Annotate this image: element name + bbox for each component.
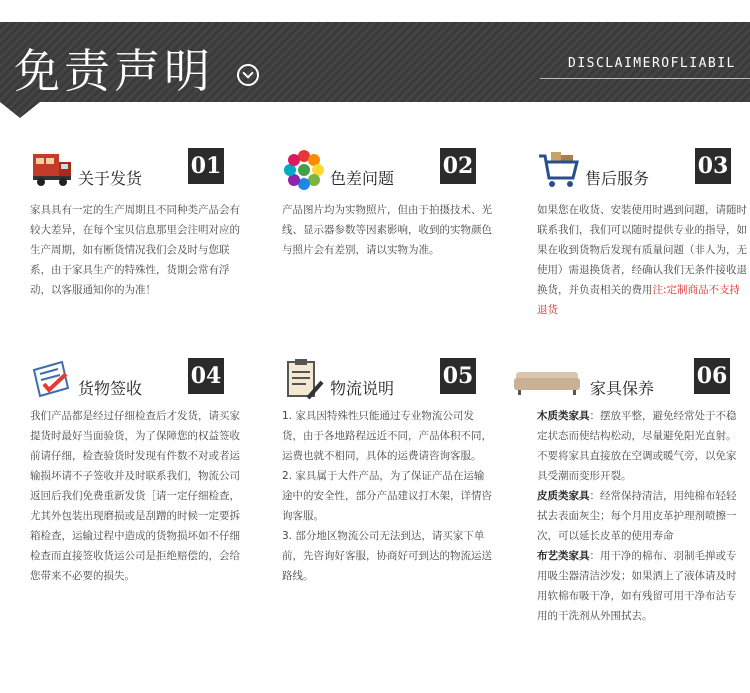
truck-icon — [30, 148, 74, 192]
card-text: 我们产品都是经过仔细检查后才发货，请买家提货时最好当面验货，为了保障您的权益签收前请仔细，检查验货时发现有件数不对或者运输损坏请不子签收并及时联系我们，物流公司返回后我们免费重新发货［请一定仔细检查，尤其外包装出现磨损或是刮蹭的时候一定要拆箱检查，运输过程中造成的货物损坏如不仔细检查而直接签收货运公司是拒绝赔偿的，会给您带来不必要的损失。 — [30, 410, 240, 582]
card-text-main: 如果您在收货、安装使用时遇到问题，请随时联系我们，我们可以随时提供专业的指导，如果在收到货物后发现有质量问题（非人为，无使用）需退换货者，经确认我们无条件接收退换货，并负责相关的费用 — [537, 204, 747, 296]
card-title: 色差问题 — [330, 169, 395, 188]
chevron-down-circle-icon — [237, 64, 259, 86]
list-item: 1. 家具因特殊性只能通过专业物流公司发货，由于各地路程远近不同，产品体积不同，运费也就不相同，具体的运费请咨询客服。 — [282, 410, 492, 462]
card-body — [282, 200, 494, 260]
care-text: ：经常保持清洁，用纯棉布轻轻拭去表面灰尘；每个月用皮革护理剂喷擦一次，可以延长皮革的使用寿命 — [537, 490, 737, 542]
card-number: 05 — [440, 358, 476, 394]
subtitle-divider — [540, 78, 750, 79]
care-label: 皮质类家具 — [537, 490, 590, 502]
card-title: 家具保养 — [590, 379, 655, 398]
card-text — [537, 200, 749, 320]
page-subtitle: DISCLAIMEROFLIABIL — [568, 56, 736, 71]
sofa-icon — [512, 358, 582, 402]
care-section — [537, 486, 743, 546]
care-section — [537, 406, 743, 486]
card-title: 物流说明 — [330, 379, 395, 398]
card-number: 02 — [440, 148, 476, 184]
care-text: ：摆放平整，避免经常处于不稳定状态而使结构松动，尽量避免阳光直射。不要将家具直接放在空调或暖气旁，以免家具受潮而变形开裂。 — [537, 410, 737, 482]
care-label: 木质类家具 — [537, 410, 590, 422]
checklist-icon — [30, 358, 74, 402]
card-body — [537, 406, 743, 626]
card-body — [537, 200, 749, 320]
card-note: 注:定制商品不支持退货 — [537, 284, 741, 316]
page-title: 免责声明 — [14, 44, 214, 98]
card-number: 03 — [695, 148, 731, 184]
shopping-cart-icon — [537, 148, 581, 192]
care-label: 布艺类家具 — [537, 550, 590, 562]
card-body — [30, 200, 242, 300]
card-number: 06 — [694, 358, 730, 394]
card-number: 01 — [188, 148, 224, 184]
card-body — [30, 406, 242, 586]
card-body — [282, 406, 494, 586]
clipboard-icon — [282, 358, 326, 402]
color-palette-icon — [282, 148, 326, 192]
card-title: 售后服务 — [585, 169, 650, 188]
card-title: 关于发货 — [78, 169, 143, 188]
card-text: 产品图片均为实物照片，但由于拍摄技术、光线、显示器参数等因素影响，收到的实物颜色与照片会有差别，请以实物为准。 — [282, 204, 492, 256]
card-title: 货物签收 — [78, 379, 143, 398]
header-banner — [0, 22, 750, 118]
card-number: 04 — [188, 358, 224, 394]
list-item: 3. 部分地区物流公司无法到达，请买家下单前，先咨询好客服，协商好可到达的物流运送路线。 — [282, 530, 492, 582]
care-text: ：用干净的棉布、羽制毛掸或专用吸尘器清洁沙发；如果洒上了液体请及时用软棉布吸干净，如有残留可用干净布沾专用的干洗剂从外围拭去。 — [537, 550, 737, 622]
card-text: 家具具有一定的生产周期且不同种类产品会有较大差异，在每个宝贝信息那里会注明对应的生产周期，如有断货情况我们会及时与您联系，由于家具生产的特殊性，货期会常有浮动，以客服通知你的为准！ — [30, 204, 240, 296]
care-section — [537, 546, 743, 626]
list-item: 2. 家具属于大件产品，为了保证产品在运输途中的安全性，部分产品建议打木架，详情咨询客服。 — [282, 470, 492, 522]
